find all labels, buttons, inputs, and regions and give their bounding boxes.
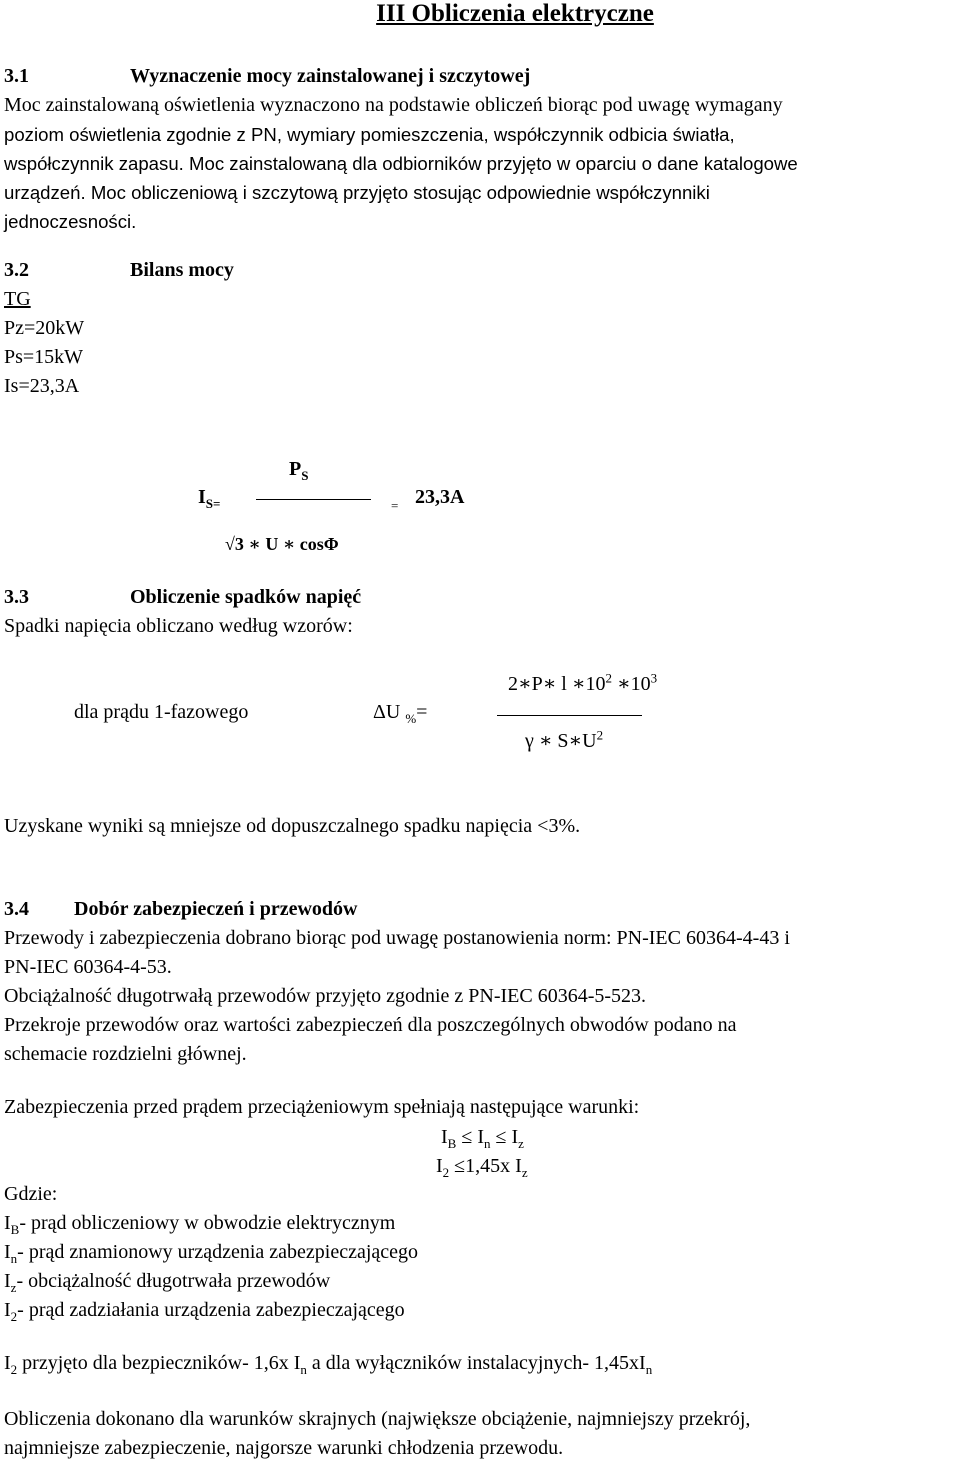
final-note: [4, 1405, 956, 1463]
paragraph-line: schemacie rozdzielni głównej.: [4, 1043, 247, 1065]
paragraph-line: Obciążalność długotrwałą przewodów przyjęto zgodnie z PN-IEC 60364-5-523.: [4, 985, 647, 1007]
definition-in: $I_n-$ prąd znamionowy urządzenia zabezpieczającego: [4, 1241, 419, 1266]
section-3-4: [4, 895, 956, 1069]
section-3-3: [4, 583, 956, 641]
definition-ib: $I_B-$ prąd obliczeniowy w obwodzie elektrycznym: [4, 1212, 396, 1237]
peak-current: Is=23,3A: [4, 375, 80, 397]
formula-numerator: $P_S$: [289, 458, 309, 483]
formula-denominator: γ ∗ $S∗U^2$: [525, 727, 604, 752]
section-title: Bilans mocy: [130, 259, 234, 281]
paragraph-line: urządzeń. Moc obliczeniową i szczytową przyjęto stosując odpowiednie współczynniki: [4, 182, 710, 203]
paragraph-line: Spadki napięcia obliczano według wzorów:: [4, 615, 353, 637]
section-3-1: [4, 62, 956, 236]
formula-denominator: √3 ∗ U ∗ cosΦ: [225, 534, 339, 554]
formula-lhs: ΔU $_{\%}$=: [373, 701, 428, 726]
installed-power: Pz=20kW: [4, 317, 85, 339]
formula-numerator: 2∗P∗ l $∗10^2$ $∗10^3$: [508, 670, 658, 695]
conditions-intro: Zabezpieczenia przed prądem przeciążeniowym spełniają następujące warunki:: [4, 1096, 640, 1118]
formula-result: 23,3A: [415, 486, 465, 508]
board-name: TG: [4, 288, 31, 310]
i2-note: $I_2$ przyjęto dla bezpieczników- 1,6x $I_n$ a dla wyłączników instalacyjnych- $1,45xI_n$: [4, 1352, 653, 1377]
section-title: Dobór zabezpieczeń i przewodów: [74, 898, 358, 920]
section-number: 3.3: [4, 586, 29, 608]
paragraph-line: najmniejsze zabezpieczenie, najgorsze warunki chłodzenia przewodu.: [4, 1437, 564, 1459]
section-heading: [4, 256, 956, 285]
condition-1: $I_B \le I_n \le I_z$: [441, 1126, 524, 1151]
definitions-heading: Gdzie:: [4, 1183, 58, 1205]
paragraph-line: Moc zainstalowaną oświetlenia wyznaczono na podstawie obliczeń biorąc pod uwagę wymagany: [4, 94, 783, 116]
fraction-bar: [256, 499, 371, 500]
formula-lhs: $I_{S=}$: [198, 486, 221, 511]
section-heading: [4, 62, 956, 91]
paragraph-line: Przekroje przewodów oraz wartości zabezpieczeń dla poszczególnych obwodów podano na: [4, 1014, 737, 1036]
voltage-drop-result: Uzyskane wyniki są mniejsze od dopuszczalnego spadku napięcia <3%.: [4, 815, 581, 837]
section-3-2: [4, 256, 956, 401]
paragraph-line: poziom oświetlenia zgodnie z PN, wymiary pomieszczenia, współczynnik odbicia światła,: [4, 124, 735, 145]
condition-2: $I_2 \le 1,45x$ $I_z$: [436, 1155, 528, 1180]
paragraph-line: PN-IEC 60364-4-53.: [4, 956, 172, 978]
definition-i2: $I_2-$ prąd zadziałania urządzenia zabezpieczającego: [4, 1299, 405, 1324]
page-title: III Obliczenia elektryczne: [376, 0, 654, 27]
formula-equals: =: [391, 498, 399, 513]
section-heading: [4, 895, 956, 924]
section-title: Obliczenie spadków napięć: [130, 586, 362, 608]
paragraph-line: współczynnik zapasu. Moc zainstalowaną dla odbiorników przyjęto w oparciu o dane katalogowe: [4, 153, 798, 174]
paragraph-line: jednoczesności.: [4, 211, 137, 232]
paragraph-line: Obliczenia dokonano dla warunków skrajnych (największe obciążenie, najmniejszy przekrój,: [4, 1408, 751, 1430]
fraction-bar: [497, 715, 642, 716]
definitions: [4, 1180, 956, 1325]
section-number: 3.2: [4, 259, 29, 281]
section-title: Wyznaczenie mocy zainstalowanej i szczytowej: [130, 65, 531, 87]
definition-iz: $I_z-$ obciążalność długotrwała przewodów: [4, 1270, 331, 1295]
section-number: 3.4: [4, 898, 29, 920]
section-number: 3.1: [4, 65, 29, 87]
formula-label: dla prądu 1-fazowego: [74, 701, 249, 723]
section-heading: [4, 583, 956, 612]
peak-power: Ps=15kW: [4, 346, 84, 368]
paragraph-line: Przewody i zabezpieczenia dobrano biorąc pod uwagę postanowienia norm: PN-IEC 60364-4-43 i: [4, 927, 790, 949]
